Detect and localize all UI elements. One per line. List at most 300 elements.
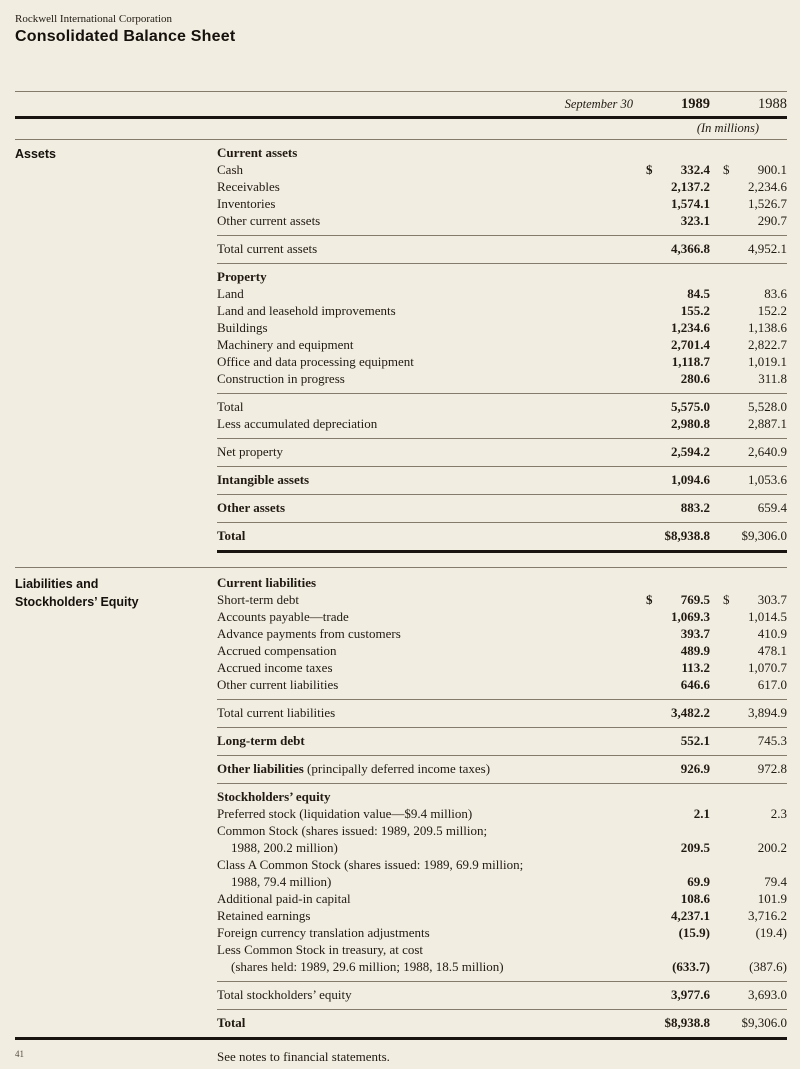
value-1988: [723, 319, 787, 336]
rule-thick: [217, 550, 787, 553]
table-row: [217, 499, 787, 516]
value-1989-number: 883.2: [680, 500, 710, 515]
row-label: [217, 941, 633, 958]
table-segment: [217, 140, 787, 235]
table-row: [217, 839, 787, 856]
value-1989-number: 1,574.1: [671, 196, 710, 211]
value-1989-number: 769.5: [680, 592, 710, 607]
row-label-text: (shares held: 1989, 29.6 million; 1988, 18.5 million): [231, 959, 504, 974]
row-label-text: Construction in progress: [217, 371, 345, 386]
section-liabilities-equity: [15, 570, 787, 1037]
table-row: [217, 941, 787, 958]
table-segment: [217, 784, 787, 981]
units-label: (In millions): [696, 121, 759, 135]
table-row: [217, 443, 787, 460]
row-label-text: Accrued income taxes: [217, 660, 333, 675]
section-label-liabilities-equity: [15, 575, 210, 611]
table-row: [217, 302, 787, 319]
value-1989-number: 113.2: [681, 660, 710, 675]
value-1988-number: (387.6): [749, 959, 787, 974]
value-1989: [646, 527, 710, 544]
table-row: [217, 285, 787, 302]
value-1988-number: 2,887.1: [748, 416, 787, 431]
value-1988: [723, 732, 787, 749]
row-label: [217, 907, 633, 924]
value-1988-number: 83.6: [764, 286, 787, 301]
value-1988-number: 2,640.9: [748, 444, 787, 459]
value-1989-number: 1,069.3: [671, 609, 710, 624]
row-label: [217, 144, 633, 161]
row-label-text: 1988, 79.4 million): [231, 874, 332, 889]
column-year-1989: 1989: [681, 96, 710, 112]
table-row: [217, 319, 787, 336]
column-headers: [15, 92, 787, 116]
value-1988: [723, 1014, 787, 1031]
value-1989-number: 2,137.2: [671, 179, 710, 194]
row-label-text: Current liabilities: [217, 575, 317, 590]
row-label-text: Land: [217, 286, 244, 301]
value-1988-number: 410.9: [757, 626, 787, 641]
row-label-text: Other current assets: [217, 213, 321, 228]
row-label: [217, 471, 633, 488]
value-1988: [723, 591, 787, 608]
value-1988-number: 152.2: [757, 303, 787, 318]
row-label-text: Long-term debt: [217, 733, 305, 748]
row-label-text: Cash: [217, 162, 243, 177]
rule-section-separator: [15, 567, 787, 568]
row-label: [217, 856, 633, 873]
table-row: [217, 924, 787, 941]
table-row: [217, 760, 787, 777]
table-segment: [217, 728, 787, 755]
value-1989: [646, 873, 710, 890]
row-label: [217, 212, 633, 229]
value-1989: [646, 443, 710, 460]
value-1989-number: 84.5: [687, 286, 710, 301]
value-1989: [646, 398, 710, 415]
value-1988: [723, 625, 787, 642]
value-1989: [646, 890, 710, 907]
row-label: [217, 659, 633, 676]
value-1988: [723, 285, 787, 302]
value-1989: [646, 591, 710, 608]
value-1988-number: 972.8: [757, 761, 787, 776]
value-1989-number: 1,094.6: [671, 472, 710, 487]
row-label-text: Land and leasehold improvements: [217, 303, 396, 318]
value-1988: [723, 353, 787, 370]
company-name: Rockwell International Corporation: [15, 13, 173, 25]
row-label-text: Buildings: [217, 320, 268, 335]
row-label-text: Class A Common Stock (shares issued: 1989, 69.9 million;: [217, 857, 524, 872]
value-1989: [646, 642, 710, 659]
table-row: [217, 353, 787, 370]
value-1988: [723, 659, 787, 676]
row-label: [217, 890, 633, 907]
table-segment: [217, 394, 787, 438]
value-1988: [723, 178, 787, 195]
value-1989-number: 552.1: [680, 733, 710, 748]
value-1989: [646, 161, 710, 178]
value-1989-number: 1,118.7: [671, 354, 710, 369]
row-label-text: Stockholders’ equity: [217, 789, 331, 804]
row-label: [217, 398, 633, 415]
table-row: [217, 415, 787, 432]
value-1989-number: 2,594.2: [671, 444, 710, 459]
table-row: [217, 268, 787, 285]
row-label: [217, 1014, 633, 1031]
row-label: [217, 285, 633, 302]
value-1989: [646, 805, 710, 822]
value-1988: [723, 499, 787, 516]
row-label-text: Accrued compensation: [217, 643, 337, 658]
value-1989-number: $8,938.8: [664, 1015, 710, 1030]
value-1989: [646, 319, 710, 336]
row-label: [217, 822, 633, 839]
value-1988-number: 659.4: [757, 500, 787, 515]
row-label: [217, 319, 633, 336]
value-1988: [723, 805, 787, 822]
table-row: [217, 805, 787, 822]
value-1989: [646, 302, 710, 319]
table-segment: [217, 756, 787, 783]
table-segment: [217, 570, 787, 699]
dollar-sign: $: [723, 592, 730, 607]
value-1989-number: 2,980.8: [671, 416, 710, 431]
value-1989: [646, 178, 710, 195]
row-label-text: Intangible assets: [217, 472, 310, 487]
table-row: [217, 195, 787, 212]
table-row: [217, 856, 787, 873]
row-label: [217, 676, 633, 693]
table-row: [217, 732, 787, 749]
value-1988: [723, 471, 787, 488]
table-row: [217, 907, 787, 924]
value-1988: [723, 370, 787, 387]
masthead: [15, 12, 787, 47]
row-label: [217, 370, 633, 387]
row-label: [217, 839, 633, 856]
value-1989-number: 1,234.6: [671, 320, 710, 335]
value-1989: [646, 625, 710, 642]
table-row: [217, 608, 787, 625]
value-1988-number: 617.0: [757, 677, 787, 692]
value-1989-number: 69.9: [687, 874, 710, 889]
table-row: [217, 986, 787, 1003]
table-row: [217, 527, 787, 544]
row-label-text: Property: [217, 269, 267, 284]
row-label: [217, 527, 633, 544]
table-row: [217, 676, 787, 693]
value-1989: [646, 471, 710, 488]
row-label: [217, 415, 633, 432]
value-1988-number: 2,234.6: [748, 179, 787, 194]
table-row: [217, 144, 787, 161]
value-1989-number: 2.1: [693, 806, 710, 821]
value-1989-number: 108.6: [680, 891, 710, 906]
row-label-text: Common Stock (shares issued: 1989, 209.5 million;: [217, 823, 488, 838]
value-1988: [723, 195, 787, 212]
table-row: [217, 398, 787, 415]
value-1988: [723, 212, 787, 229]
value-1988: [723, 642, 787, 659]
row-label-text: Total: [217, 1015, 246, 1030]
value-1988: [723, 839, 787, 856]
table-row: [217, 574, 787, 591]
table-row: [217, 704, 787, 721]
value-1988: [723, 676, 787, 693]
value-1988-number: 478.1: [757, 643, 787, 658]
row-label: [217, 788, 633, 805]
row-label-text: Other liabilities: [217, 761, 304, 776]
value-1988-number: 3,894.9: [748, 705, 787, 720]
table-segment: [217, 236, 787, 263]
row-label: [217, 161, 633, 178]
row-label-text: 1988, 200.2 million): [231, 840, 338, 855]
table-row: [217, 958, 787, 975]
value-1988: [723, 986, 787, 1003]
row-label-text: Preferred stock (liquidation value—$9.4 million): [217, 806, 473, 821]
value-1989-number: 155.2: [680, 303, 710, 318]
row-label-text: Office and data processing equipment: [217, 354, 414, 369]
value-1989-number: 4,366.8: [671, 241, 710, 256]
row-label-text: Total: [217, 528, 246, 543]
value-1989: [646, 370, 710, 387]
row-label-text: Inventories: [217, 196, 276, 211]
row-label-suffix: (principally deferred income taxes): [303, 761, 491, 776]
section-label-line: Assets: [15, 147, 56, 161]
value-1989-number: 393.7: [680, 626, 710, 641]
table-segment: [217, 982, 787, 1009]
value-1988: [723, 907, 787, 924]
table-segment: [217, 264, 787, 393]
value-1989-number: 332.4: [680, 162, 710, 177]
row-label: [217, 760, 633, 777]
value-1988: [723, 415, 787, 432]
table-row: [217, 370, 787, 387]
value-1989-number: 3,482.2: [671, 705, 710, 720]
table-row: [217, 178, 787, 195]
row-label-text: Short-term debt: [217, 592, 299, 607]
value-1989-number: 489.9: [680, 643, 710, 658]
value-1988-number: $9,306.0: [741, 528, 787, 543]
row-label: [217, 873, 633, 890]
table-row: [217, 591, 787, 608]
value-1989: [646, 924, 710, 941]
section-label-line: Stockholders’ Equity: [15, 595, 139, 609]
row-label: [217, 443, 633, 460]
value-1989: [646, 676, 710, 693]
value-1989: [646, 659, 710, 676]
column-year-1988: 1988: [758, 96, 787, 112]
row-label-text: Foreign currency translation adjustments: [217, 925, 430, 940]
value-1989: [646, 958, 710, 975]
liabilities-equity-table: [217, 570, 787, 1037]
value-1989-number: 646.6: [680, 677, 710, 692]
value-1989: [646, 415, 710, 432]
row-label: [217, 642, 633, 659]
row-label-text: Receivables: [217, 179, 280, 194]
value-1988: [723, 443, 787, 460]
dollar-sign: $: [646, 162, 653, 177]
value-1988: [723, 890, 787, 907]
row-label: [217, 625, 633, 642]
value-1989: [646, 704, 710, 721]
assets-table: [217, 140, 787, 553]
value-1988: [723, 398, 787, 415]
value-1988-number: 745.3: [757, 733, 787, 748]
value-1988: [723, 760, 787, 777]
value-1988-number: 200.2: [757, 840, 787, 855]
value-1988-number: 1,070.7: [748, 660, 787, 675]
value-1989-number: (633.7): [672, 959, 710, 974]
table-row: [217, 890, 787, 907]
value-1988: [723, 873, 787, 890]
value-1989: [646, 353, 710, 370]
row-label: [217, 986, 633, 1003]
value-1988-number: 1,019.1: [748, 354, 787, 369]
value-1989-number: 4,237.1: [671, 908, 710, 923]
value-1989: [646, 907, 710, 924]
table-segment: [217, 467, 787, 494]
table-row: [217, 336, 787, 353]
value-1988: [723, 161, 787, 178]
row-label: [217, 958, 633, 975]
value-1989: [646, 195, 710, 212]
row-label-text: Additional paid-in capital: [217, 891, 351, 906]
table-row: [217, 642, 787, 659]
value-1988-number: 101.9: [757, 891, 787, 906]
row-label-text: Total current assets: [217, 241, 318, 256]
row-label: [217, 591, 633, 608]
value-1988-number: 1,138.6: [748, 320, 787, 335]
value-1988: [723, 958, 787, 975]
value-1989: [646, 336, 710, 353]
dollar-sign: $: [646, 592, 653, 607]
row-label: [217, 336, 633, 353]
row-label-text: Current assets: [217, 145, 298, 160]
value-1989: [646, 285, 710, 302]
value-1989-number: $8,938.8: [664, 528, 710, 543]
value-1988-number: 5,528.0: [748, 399, 787, 414]
row-label: [217, 805, 633, 822]
value-1989-number: 323.1: [680, 213, 710, 228]
value-1989: [646, 732, 710, 749]
value-1988-number: 1,014.5: [748, 609, 787, 624]
table-row: [217, 625, 787, 642]
date-label: September 30: [564, 97, 633, 111]
value-1988-number: 303.7: [757, 592, 787, 607]
table-row: [217, 212, 787, 229]
value-1988-number: 2,822.7: [748, 337, 787, 352]
value-1988: [723, 336, 787, 353]
row-label-text: Accounts payable—trade: [217, 609, 349, 624]
row-label: [217, 240, 633, 257]
row-label: [217, 499, 633, 516]
row-label-text: Other current liabilities: [217, 677, 339, 692]
row-label: [217, 924, 633, 941]
value-1988-number: 900.1: [757, 162, 787, 177]
value-1988: [723, 240, 787, 257]
table-row: [217, 659, 787, 676]
row-label-text: Retained earnings: [217, 908, 311, 923]
dollar-sign: $: [723, 162, 730, 177]
value-1989-number: 3,977.6: [671, 987, 710, 1002]
row-label-text: Net property: [217, 444, 284, 459]
row-label: [217, 178, 633, 195]
value-1989: [646, 760, 710, 777]
row-label: [217, 353, 633, 370]
page-number: 41: [15, 1049, 24, 1059]
value-1988-number: 311.8: [758, 371, 787, 386]
value-1988-number: 290.7: [757, 213, 787, 228]
row-label-text: Total current liabilities: [217, 705, 336, 720]
row-label-text: Less Common Stock in treasury, at cost: [217, 942, 424, 957]
value-1989: [646, 1014, 710, 1031]
row-label: [217, 574, 633, 591]
value-1988-number: 4,952.1: [748, 241, 787, 256]
row-label-text: Total: [217, 399, 244, 414]
value-1989: [646, 499, 710, 516]
value-1989-number: 926.9: [680, 761, 710, 776]
value-1988-number: $9,306.0: [741, 1015, 787, 1030]
page-title: Consolidated Balance Sheet: [15, 28, 236, 45]
value-1988-number: 2.3: [770, 806, 787, 821]
table-row: [217, 161, 787, 178]
value-1988-number: (19.4): [755, 925, 787, 940]
value-1989: [646, 240, 710, 257]
value-1989-number: 2,701.4: [671, 337, 710, 352]
table-row: [217, 822, 787, 839]
value-1988: [723, 302, 787, 319]
section-label-assets: [15, 145, 210, 163]
section-label-line: Liabilities and: [15, 577, 99, 591]
value-1988: [723, 608, 787, 625]
value-1988-number: 79.4: [764, 874, 787, 889]
row-label: [217, 704, 633, 721]
table-segment: [217, 1010, 787, 1037]
value-1989-number: 209.5: [680, 840, 710, 855]
row-label-text: Less accumulated depreciation: [217, 416, 378, 431]
table-row: [217, 471, 787, 488]
value-1989-number: 5,575.0: [671, 399, 710, 414]
value-1989: [646, 986, 710, 1003]
value-1988-number: 3,716.2: [748, 908, 787, 923]
footnote: See notes to financial statements.: [217, 1049, 390, 1064]
table-row: [217, 788, 787, 805]
row-label-text: Total stockholders’ equity: [217, 987, 352, 1002]
row-label: [217, 195, 633, 212]
table-row: [217, 1014, 787, 1031]
value-1988: [723, 527, 787, 544]
table-row: [217, 873, 787, 890]
table-segment: [217, 523, 787, 550]
value-1988: [723, 924, 787, 941]
row-label-text: Machinery and equipment: [217, 337, 354, 352]
value-1989: [646, 608, 710, 625]
table-segment: [217, 439, 787, 466]
value-1988-number: 1,526.7: [748, 196, 787, 211]
row-label: [217, 268, 633, 285]
value-1988-number: 1,053.6: [748, 472, 787, 487]
row-label: [217, 302, 633, 319]
value-1989: [646, 212, 710, 229]
value-1989-number: (15.9): [678, 925, 710, 940]
row-label: [217, 608, 633, 625]
section-assets: [15, 140, 787, 553]
row-label-text: Other assets: [217, 500, 286, 515]
table-segment: [217, 495, 787, 522]
row-label: [217, 732, 633, 749]
